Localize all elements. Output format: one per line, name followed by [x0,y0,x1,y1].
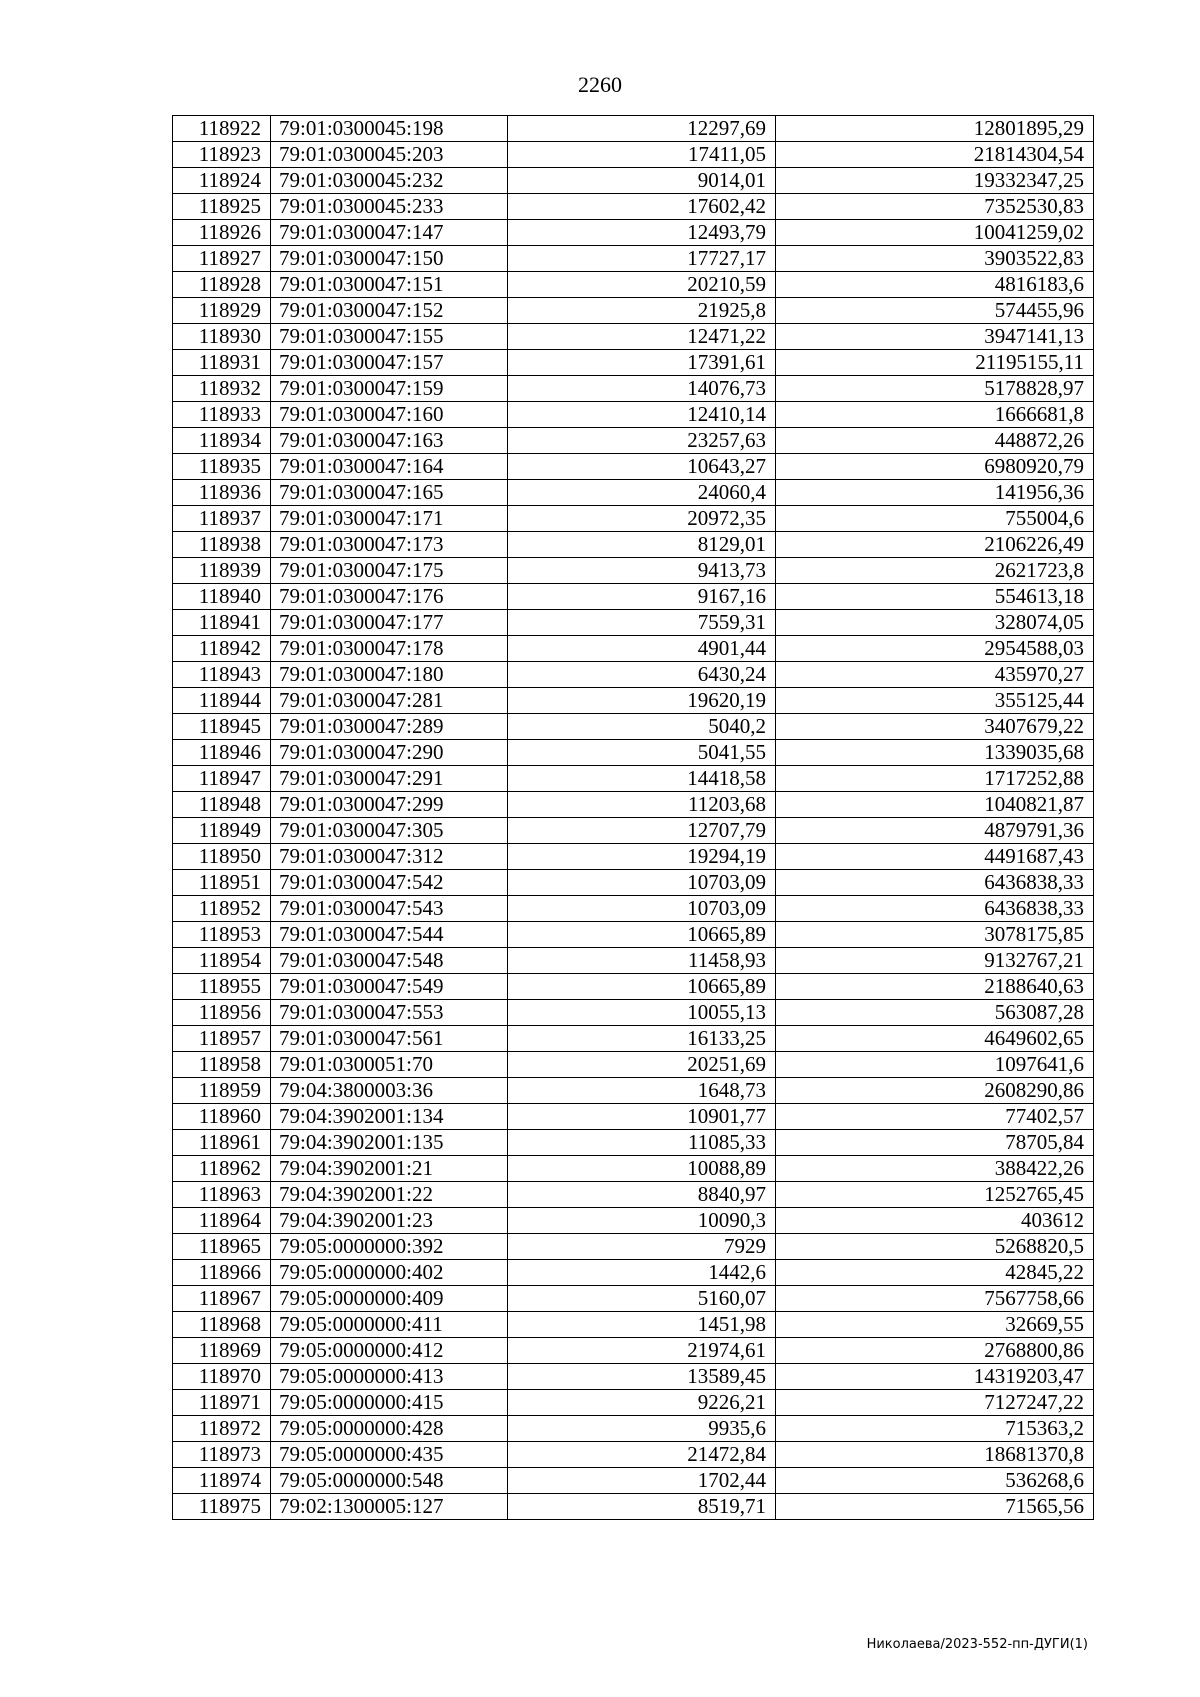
area-cell: 9014,01 [508,168,776,194]
table-row [173,714,1094,740]
cadastral-value-cell: 1097641,6 [776,1052,1094,1078]
cadastral-number-cell: 79:01:0300047:159 [271,376,508,402]
area-cell: 1442,6 [508,1260,776,1286]
area-cell: 4901,44 [508,636,776,662]
table-row [173,298,1094,324]
row-number-cell: 118974 [173,1468,271,1494]
row-number-cell: 118927 [173,246,271,272]
area-cell: 12493,79 [508,220,776,246]
row-number-cell: 118951 [173,870,271,896]
row-number-cell: 118949 [173,818,271,844]
cadastral-value-cell: 5178828,97 [776,376,1094,402]
cadastral-number-cell: 79:01:0300047:291 [271,766,508,792]
cadastral-number-cell: 79:01:0300047:548 [271,948,508,974]
row-number-cell: 118941 [173,610,271,636]
row-number-cell: 118953 [173,922,271,948]
row-number-cell: 118967 [173,1286,271,1312]
table-row [173,1026,1094,1052]
table-row [173,870,1094,896]
cadastral-value-cell: 78705,84 [776,1130,1094,1156]
cadastral-number-cell: 79:01:0300047:290 [271,740,508,766]
row-number-cell: 118948 [173,792,271,818]
cadastral-value-cell: 14319203,47 [776,1364,1094,1390]
area-cell: 12297,69 [508,116,776,142]
cadastral-number-cell: 79:05:0000000:413 [271,1364,508,1390]
cadastral-value-cell: 448872,26 [776,428,1094,454]
row-number-cell: 118928 [173,272,271,298]
row-number-cell: 118975 [173,1494,271,1520]
cadastral-value-cell: 10041259,02 [776,220,1094,246]
table-row [173,766,1094,792]
table-row [173,688,1094,714]
area-cell: 10643,27 [508,454,776,480]
cadastral-value-cell: 2768800,86 [776,1338,1094,1364]
cadastral-value-cell: 1252765,45 [776,1182,1094,1208]
cadastral-number-cell: 79:01:0300045:198 [271,116,508,142]
cadastral-number-cell: 79:01:0300047:163 [271,428,508,454]
cadastral-value-cell: 328074,05 [776,610,1094,636]
cadastral-number-cell: 79:01:0300047:173 [271,532,508,558]
table-row [173,1468,1094,1494]
row-number-cell: 118960 [173,1104,271,1130]
table-row [173,1104,1094,1130]
area-cell: 21925,8 [508,298,776,324]
table-row [173,922,1094,948]
cadastral-value-cell: 32669,55 [776,1312,1094,1338]
table-row [173,1260,1094,1286]
table-row [173,1130,1094,1156]
cadastral-value-cell: 3947141,13 [776,324,1094,350]
row-number-cell: 118963 [173,1182,271,1208]
cadastral-number-cell: 79:01:0300047:543 [271,896,508,922]
table-row [173,818,1094,844]
row-number-cell: 118930 [173,324,271,350]
cadastral-number-cell: 79:04:3800003:36 [271,1078,508,1104]
cadastral-number-cell: 79:01:0300047:281 [271,688,508,714]
area-cell: 1451,98 [508,1312,776,1338]
cadastral-number-cell: 79:01:0300047:147 [271,220,508,246]
table-row [173,1390,1094,1416]
area-cell: 13589,45 [508,1364,776,1390]
cadastral-value-cell: 563087,28 [776,1000,1094,1026]
cadastral-value-cell: 2188640,63 [776,974,1094,1000]
cadastral-number-cell: 79:04:3902001:21 [271,1156,508,1182]
table-row [173,1208,1094,1234]
row-number-cell: 118929 [173,298,271,324]
cadastral-value-cell: 2621723,8 [776,558,1094,584]
cadastral-number-cell: 79:01:0300047:553 [271,1000,508,1026]
cadastral-value-cell: 1339035,68 [776,740,1094,766]
cadastral-number-cell: 79:01:0300047:549 [271,974,508,1000]
table-row [173,1364,1094,1390]
row-number-cell: 118947 [173,766,271,792]
row-number-cell: 118966 [173,1260,271,1286]
table-row [173,376,1094,402]
table-row [173,272,1094,298]
table-row [173,844,1094,870]
cadastral-value-cell: 715363,2 [776,1416,1094,1442]
row-number-cell: 118945 [173,714,271,740]
area-cell: 17411,05 [508,142,776,168]
document-footer: Николаева/2023-552-пп-ДУГИ(1) [866,1637,1088,1652]
cadastral-value-cell: 7352530,83 [776,194,1094,220]
row-number-cell: 118939 [173,558,271,584]
area-cell: 21472,84 [508,1442,776,1468]
cadastral-number-cell: 79:01:0300047:542 [271,870,508,896]
page-number: 2260 [578,72,622,97]
table-row [173,428,1094,454]
area-cell: 14418,58 [508,766,776,792]
cadastral-value-cell: 2106226,49 [776,532,1094,558]
row-number-cell: 118936 [173,480,271,506]
cadastral-number-cell: 79:01:0300047:155 [271,324,508,350]
table-row [173,1442,1094,1468]
cadastral-number-cell: 79:01:0300047:150 [271,246,508,272]
cadastral-value-cell: 1717252,88 [776,766,1094,792]
area-cell: 16133,25 [508,1026,776,1052]
table-row [173,506,1094,532]
row-number-cell: 118931 [173,350,271,376]
cadastral-value-cell: 536268,6 [776,1468,1094,1494]
cadastral-number-cell: 79:05:0000000:428 [271,1416,508,1442]
table-row [173,1338,1094,1364]
area-cell: 20251,69 [508,1052,776,1078]
cadastral-value-cell: 19332347,25 [776,168,1094,194]
row-number-cell: 118962 [173,1156,271,1182]
cadastral-number-cell: 79:01:0300047:178 [271,636,508,662]
cadastral-value-cell: 18681370,8 [776,1442,1094,1468]
table-row [173,792,1094,818]
area-cell: 7559,31 [508,610,776,636]
area-cell: 10703,09 [508,896,776,922]
cadastral-number-cell: 79:01:0300047:561 [271,1026,508,1052]
row-number-cell: 118957 [173,1026,271,1052]
row-number-cell: 118972 [173,1416,271,1442]
cadastral-number-cell: 79:01:0300047:289 [271,714,508,740]
cadastral-value-cell: 12801895,29 [776,116,1094,142]
area-cell: 14076,73 [508,376,776,402]
area-cell: 10090,3 [508,1208,776,1234]
row-number-cell: 118944 [173,688,271,714]
table-row [173,1234,1094,1260]
cadastral-value-cell: 5268820,5 [776,1234,1094,1260]
cadastral-number-cell: 79:01:0300047:164 [271,454,508,480]
table-row [173,1416,1094,1442]
cadastral-value-cell: 42845,22 [776,1260,1094,1286]
area-cell: 5041,55 [508,740,776,766]
cadastral-number-cell: 79:01:0300047:176 [271,584,508,610]
area-cell: 11458,93 [508,948,776,974]
cadastral-number-cell: 79:01:0300047:171 [271,506,508,532]
table-row [173,116,1094,142]
area-cell: 23257,63 [508,428,776,454]
row-number-cell: 118952 [173,896,271,922]
cadastral-number-cell: 79:01:0300047:160 [271,402,508,428]
area-cell: 19620,19 [508,688,776,714]
cadastral-number-cell: 79:05:0000000:402 [271,1260,508,1286]
cadastral-value-cell: 77402,57 [776,1104,1094,1130]
table-row [173,1156,1094,1182]
area-cell: 9935,6 [508,1416,776,1442]
cadastral-number-cell: 79:01:0300047:544 [271,922,508,948]
table-row [173,142,1094,168]
area-cell: 12410,14 [508,402,776,428]
row-number-cell: 118959 [173,1078,271,1104]
cadastral-value-cell: 1666681,8 [776,402,1094,428]
cadastral-number-cell: 79:02:1300005:127 [271,1494,508,1520]
table-row [173,1052,1094,1078]
area-cell: 6430,24 [508,662,776,688]
row-number-cell: 118933 [173,402,271,428]
area-cell: 10703,09 [508,870,776,896]
area-cell: 1702,44 [508,1468,776,1494]
row-number-cell: 118937 [173,506,271,532]
area-cell: 10665,89 [508,974,776,1000]
cadastral-value-cell: 388422,26 [776,1156,1094,1182]
cadastral-value-cell: 21814304,54 [776,142,1094,168]
cadastral-number-cell: 79:05:0000000:435 [271,1442,508,1468]
cadastral-number-cell: 79:01:0300045:203 [271,142,508,168]
cadastral-number-cell: 79:01:0300047:177 [271,610,508,636]
cadastral-number-cell: 79:01:0300045:233 [271,194,508,220]
row-number-cell: 118934 [173,428,271,454]
area-cell: 1648,73 [508,1078,776,1104]
cadastral-number-cell: 79:01:0300047:175 [271,558,508,584]
area-cell: 10088,89 [508,1156,776,1182]
table-row [173,1286,1094,1312]
table-row [173,740,1094,766]
area-cell: 12471,22 [508,324,776,350]
row-number-cell: 118935 [173,454,271,480]
cadastral-value-cell: 355125,44 [776,688,1094,714]
row-number-cell: 118950 [173,844,271,870]
row-number-cell: 118925 [173,194,271,220]
table-row [173,168,1094,194]
row-number-cell: 118954 [173,948,271,974]
cadastral-number-cell: 79:01:0300051:70 [271,1052,508,1078]
table-row [173,532,1094,558]
row-number-cell: 118964 [173,1208,271,1234]
cadastral-value-cell: 4816183,6 [776,272,1094,298]
row-number-cell: 118971 [173,1390,271,1416]
table-row [173,662,1094,688]
cadastral-value-cell: 554613,18 [776,584,1094,610]
cadastral-number-cell: 79:05:0000000:548 [271,1468,508,1494]
table-row [173,246,1094,272]
area-cell: 17391,61 [508,350,776,376]
area-cell: 12707,79 [508,818,776,844]
area-cell: 10055,13 [508,1000,776,1026]
area-cell: 5160,07 [508,1286,776,1312]
cadastral-number-cell: 79:05:0000000:412 [271,1338,508,1364]
area-cell: 8840,97 [508,1182,776,1208]
area-cell: 21974,61 [508,1338,776,1364]
cadastral-value-cell: 7567758,66 [776,1286,1094,1312]
row-number-cell: 118955 [173,974,271,1000]
row-number-cell: 118970 [173,1364,271,1390]
area-cell: 9226,21 [508,1390,776,1416]
cadastral-value-cell: 3078175,85 [776,922,1094,948]
cadastral-value-cell: 6980920,79 [776,454,1094,480]
cadastral-value-cell: 9132767,21 [776,948,1094,974]
table-row [173,974,1094,1000]
table-row [173,636,1094,662]
cadastral-value-cell: 141956,36 [776,480,1094,506]
cadastral-number-cell: 79:01:0300047:299 [271,792,508,818]
row-number-cell: 118923 [173,142,271,168]
row-number-cell: 118926 [173,220,271,246]
cadastral-number-cell: 79:01:0300047:180 [271,662,508,688]
table-row [173,220,1094,246]
cadastral-number-cell: 79:04:3902001:134 [271,1104,508,1130]
row-number-cell: 118969 [173,1338,271,1364]
cadastral-number-cell: 79:05:0000000:409 [271,1286,508,1312]
table-row [173,948,1094,974]
cadastral-number-cell: 79:01:0300047:157 [271,350,508,376]
table-row [173,402,1094,428]
area-cell: 24060,4 [508,480,776,506]
table-row [173,584,1094,610]
cadastral-number-cell: 79:05:0000000:411 [271,1312,508,1338]
cadastral-value-cell: 4491687,43 [776,844,1094,870]
cadastral-value-cell: 1040821,87 [776,792,1094,818]
row-number-cell: 118973 [173,1442,271,1468]
cadastral-number-cell: 79:04:3902001:23 [271,1208,508,1234]
table-row [173,1182,1094,1208]
table-row [173,1494,1094,1520]
table-row [173,896,1094,922]
table-row [173,558,1094,584]
area-cell: 17602,42 [508,194,776,220]
table-row [173,350,1094,376]
row-number-cell: 118940 [173,584,271,610]
row-number-cell: 118961 [173,1130,271,1156]
cadastral-value-cell: 574455,96 [776,298,1094,324]
row-number-cell: 118958 [173,1052,271,1078]
table-row [173,194,1094,220]
area-cell: 5040,2 [508,714,776,740]
cadastral-number-cell: 79:04:3902001:22 [271,1182,508,1208]
row-number-cell: 118924 [173,168,271,194]
row-number-cell: 118942 [173,636,271,662]
cadastral-number-cell: 79:01:0300047:151 [271,272,508,298]
cadastral-value-cell: 71565,56 [776,1494,1094,1520]
cadastral-value-cell: 4879791,36 [776,818,1094,844]
area-cell: 8519,71 [508,1494,776,1520]
area-cell: 20972,35 [508,506,776,532]
cadastral-value-cell: 435970,27 [776,662,1094,688]
area-cell: 19294,19 [508,844,776,870]
row-number-cell: 118943 [173,662,271,688]
cadastral-value-cell: 4649602,65 [776,1026,1094,1052]
area-cell: 17727,17 [508,246,776,272]
cadastral-value-cell: 6436838,33 [776,870,1094,896]
table-row [173,610,1094,636]
cadastral-value-cell: 3407679,22 [776,714,1094,740]
cadastral-number-cell: 79:01:0300047:305 [271,818,508,844]
area-cell: 20210,59 [508,272,776,298]
area-cell: 9167,16 [508,584,776,610]
cadastral-value-cell: 2954588,03 [776,636,1094,662]
row-number-cell: 118965 [173,1234,271,1260]
table-row [173,1078,1094,1104]
area-cell: 10665,89 [508,922,776,948]
cadastral-value-table [172,115,1094,1520]
cadastral-number-cell: 79:01:0300047:152 [271,298,508,324]
cadastral-number-cell: 79:01:0300045:232 [271,168,508,194]
table-row [173,480,1094,506]
area-cell: 9413,73 [508,558,776,584]
cadastral-value-cell: 403612 [776,1208,1094,1234]
table-row [173,324,1094,350]
area-cell: 10901,77 [508,1104,776,1130]
cadastral-value-cell: 2608290,86 [776,1078,1094,1104]
table-row [173,454,1094,480]
table-row [173,1000,1094,1026]
cadastral-number-cell: 79:04:3902001:135 [271,1130,508,1156]
cadastral-value-cell: 21195155,11 [776,350,1094,376]
row-number-cell: 118922 [173,116,271,142]
area-cell: 7929 [508,1234,776,1260]
table-body [173,116,1094,1520]
row-number-cell: 118956 [173,1000,271,1026]
cadastral-number-cell: 79:01:0300047:165 [271,480,508,506]
cadastral-value-cell: 6436838,33 [776,896,1094,922]
row-number-cell: 118932 [173,376,271,402]
row-number-cell: 118938 [173,532,271,558]
cadastral-number-cell: 79:05:0000000:392 [271,1234,508,1260]
cadastral-value-cell: 3903522,83 [776,246,1094,272]
row-number-cell: 118946 [173,740,271,766]
cadastral-value-cell: 7127247,22 [776,1390,1094,1416]
area-cell: 11085,33 [508,1130,776,1156]
cadastral-number-cell: 79:01:0300047:312 [271,844,508,870]
area-cell: 8129,01 [508,532,776,558]
area-cell: 11203,68 [508,792,776,818]
table-row [173,1312,1094,1338]
row-number-cell: 118968 [173,1312,271,1338]
cadastral-value-cell: 755004,6 [776,506,1094,532]
cadastral-number-cell: 79:05:0000000:415 [271,1390,508,1416]
